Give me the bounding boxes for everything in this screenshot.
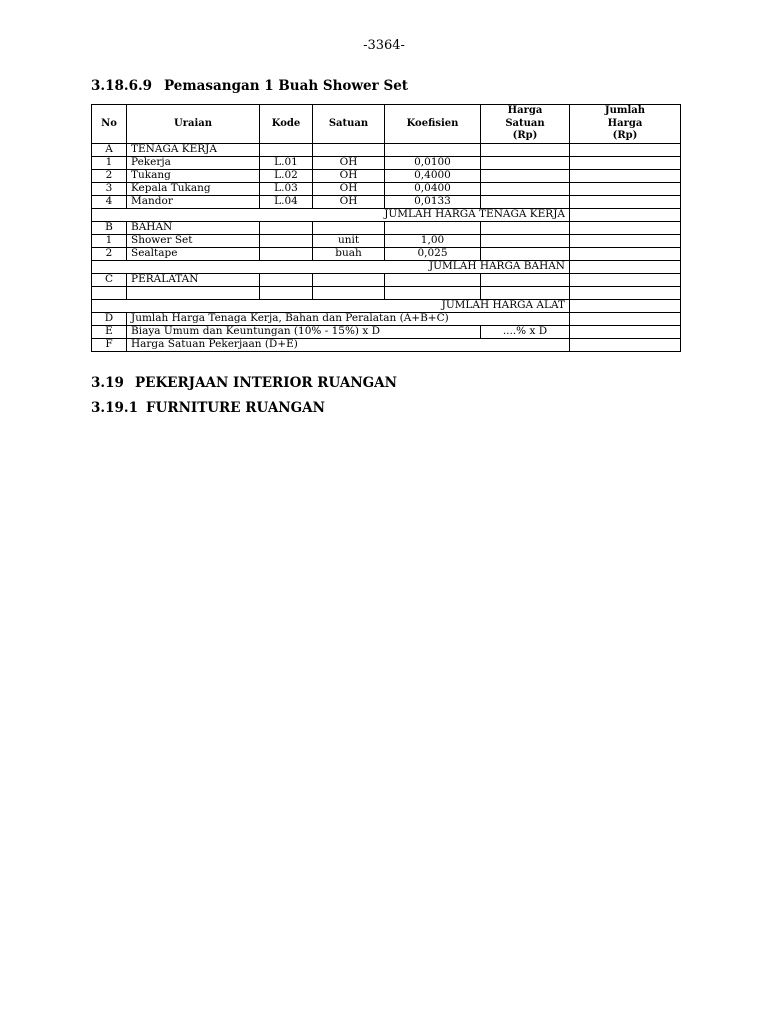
cell-harga-satuan	[481, 156, 570, 169]
cell-koefisien: 0,025	[385, 247, 481, 260]
summary-no: E	[92, 325, 127, 338]
cell-empty	[385, 143, 481, 156]
cell-jumlah-harga	[570, 169, 681, 182]
cell-empty	[385, 286, 481, 299]
cell-no: 1	[92, 156, 127, 169]
total-label: JUMLAH HARGA TENAGA KERJA	[92, 208, 570, 221]
cell-uraian: Sealtape	[127, 247, 260, 260]
page-number: -3364-	[363, 38, 405, 53]
cell-jumlah-harga	[570, 182, 681, 195]
ahs-table	[91, 104, 681, 352]
cell-satuan: buah	[313, 247, 385, 260]
cell-empty	[481, 221, 570, 234]
cell-empty	[313, 221, 385, 234]
cell-harga-satuan	[481, 169, 570, 182]
cell-uraian: Tukang	[127, 169, 260, 182]
group-row-bahan	[92, 221, 681, 234]
cell-empty	[385, 221, 481, 234]
header-jumlah-harga-line: Harga	[607, 117, 643, 129]
summary-row-f	[92, 338, 681, 351]
group-label: TENAGA KERJA	[127, 143, 260, 156]
cell-satuan: OH	[313, 169, 385, 182]
cell-uraian: Shower Set	[127, 234, 260, 247]
table-row	[92, 195, 681, 208]
cell-empty	[260, 143, 313, 156]
cell-empty	[127, 286, 260, 299]
cell-harga-satuan	[481, 247, 570, 260]
total-label: JUMLAH HARGA ALAT	[92, 299, 570, 312]
header-satuan: Satuan	[313, 105, 385, 144]
group-row-peralatan	[92, 273, 681, 286]
cell-satuan: OH	[313, 182, 385, 195]
group-label: BAHAN	[127, 221, 260, 234]
summary-no: D	[92, 312, 127, 325]
header-jumlah-harga	[570, 105, 681, 144]
cell-empty	[570, 221, 681, 234]
cell-satuan: OH	[313, 156, 385, 169]
table-row	[92, 234, 681, 247]
cell-jumlah-harga	[570, 156, 681, 169]
cell-koefisien: 0,0133	[385, 195, 481, 208]
cell-empty	[260, 286, 313, 299]
summary-value	[570, 338, 681, 351]
summary-pct: ....% x D	[481, 325, 570, 338]
cell-koefisien: 0,4000	[385, 169, 481, 182]
cell-no: 4	[92, 195, 127, 208]
header-harga-satuan-line: (Rp)	[512, 130, 538, 141]
cell-harga-satuan	[481, 182, 570, 195]
cell-empty	[260, 221, 313, 234]
cell-empty	[570, 143, 681, 156]
cell-uraian: Mandor	[127, 195, 260, 208]
cell-jumlah-harga	[570, 234, 681, 247]
header-harga-satuan	[481, 105, 570, 144]
header-jumlah-harga-line: Jumlah	[604, 105, 646, 116]
group-row-tenaga-kerja	[92, 143, 681, 156]
summary-text: Biaya Umum dan Keuntungan (10% - 15%) x D	[127, 325, 481, 338]
cell-no: 3	[92, 182, 127, 195]
summary-row-d	[92, 312, 681, 325]
total-value	[570, 260, 681, 273]
cell-empty	[570, 273, 681, 286]
table-header-row	[92, 105, 681, 144]
group-no: A	[92, 143, 127, 156]
header-kode: Kode	[260, 105, 313, 144]
table-row	[92, 169, 681, 182]
header-harga-satuan-line: Satuan	[505, 117, 545, 129]
section-title: FURNITURE RUANGAN	[146, 400, 325, 416]
cell-no: 2	[92, 169, 127, 182]
cell-harga-satuan	[481, 234, 570, 247]
section-title: Pemasangan 1 Buah Shower Set	[164, 78, 409, 94]
header-harga-satuan-line: Harga	[507, 105, 543, 116]
cell-empty	[313, 273, 385, 286]
section-heading	[91, 375, 397, 391]
group-no: B	[92, 221, 127, 234]
cell-empty	[481, 273, 570, 286]
cell-koefisien: 0,0400	[385, 182, 481, 195]
cell-no: 2	[92, 247, 127, 260]
cell-koefisien: 1,00	[385, 234, 481, 247]
cell-kode: L.04	[260, 195, 313, 208]
total-value	[570, 208, 681, 221]
total-label: JUMLAH HARGA BAHAN	[92, 260, 570, 273]
cell-jumlah-harga	[570, 195, 681, 208]
cell-satuan: OH	[313, 195, 385, 208]
table-row-empty	[92, 286, 681, 299]
section-number: 3.19.1	[91, 400, 138, 416]
cell-kode: L.02	[260, 169, 313, 182]
cell-uraian: Pekerja	[127, 156, 260, 169]
header-no: No	[92, 105, 127, 144]
table-row	[92, 182, 681, 195]
total-row-bahan	[92, 260, 681, 273]
cell-empty	[260, 273, 313, 286]
total-value	[570, 299, 681, 312]
cell-jumlah-harga	[570, 247, 681, 260]
cell-kode	[260, 234, 313, 247]
total-row-tenaga-kerja	[92, 208, 681, 221]
summary-row-e	[92, 325, 681, 338]
cell-empty	[481, 286, 570, 299]
cell-no: 1	[92, 234, 127, 247]
cell-kode	[260, 247, 313, 260]
section-title: PEKERJAAN INTERIOR RUANGAN	[135, 375, 397, 391]
cell-satuan: unit	[313, 234, 385, 247]
cell-empty	[92, 286, 127, 299]
section-number: 3.18.6.9	[91, 78, 153, 94]
header-koefisien: Koefisien	[385, 105, 481, 144]
summary-value	[570, 325, 681, 338]
header-uraian: Uraian	[127, 105, 260, 144]
summary-text: Jumlah Harga Tenaga Kerja, Bahan dan Peralatan (A+B+C)	[127, 312, 570, 325]
cell-empty	[481, 143, 570, 156]
header-jumlah-harga-line: (Rp)	[612, 130, 638, 141]
cell-empty	[385, 273, 481, 286]
summary-text: Harga Satuan Pekerjaan (D+E)	[127, 338, 570, 351]
total-row-alat	[92, 299, 681, 312]
cell-empty	[313, 286, 385, 299]
cell-empty	[570, 286, 681, 299]
cell-uraian: Kepala Tukang	[127, 182, 260, 195]
table-row	[92, 156, 681, 169]
cell-empty	[313, 143, 385, 156]
cell-kode: L.01	[260, 156, 313, 169]
group-no: C	[92, 273, 127, 286]
cell-kode: L.03	[260, 182, 313, 195]
cell-koefisien: 0,0100	[385, 156, 481, 169]
table-row	[92, 247, 681, 260]
cell-harga-satuan	[481, 195, 570, 208]
group-label: PERALATAN	[127, 273, 260, 286]
section-heading	[91, 78, 408, 94]
summary-value	[570, 312, 681, 325]
section-heading	[91, 400, 325, 416]
summary-no: F	[92, 338, 127, 351]
section-number: 3.19	[91, 375, 124, 391]
